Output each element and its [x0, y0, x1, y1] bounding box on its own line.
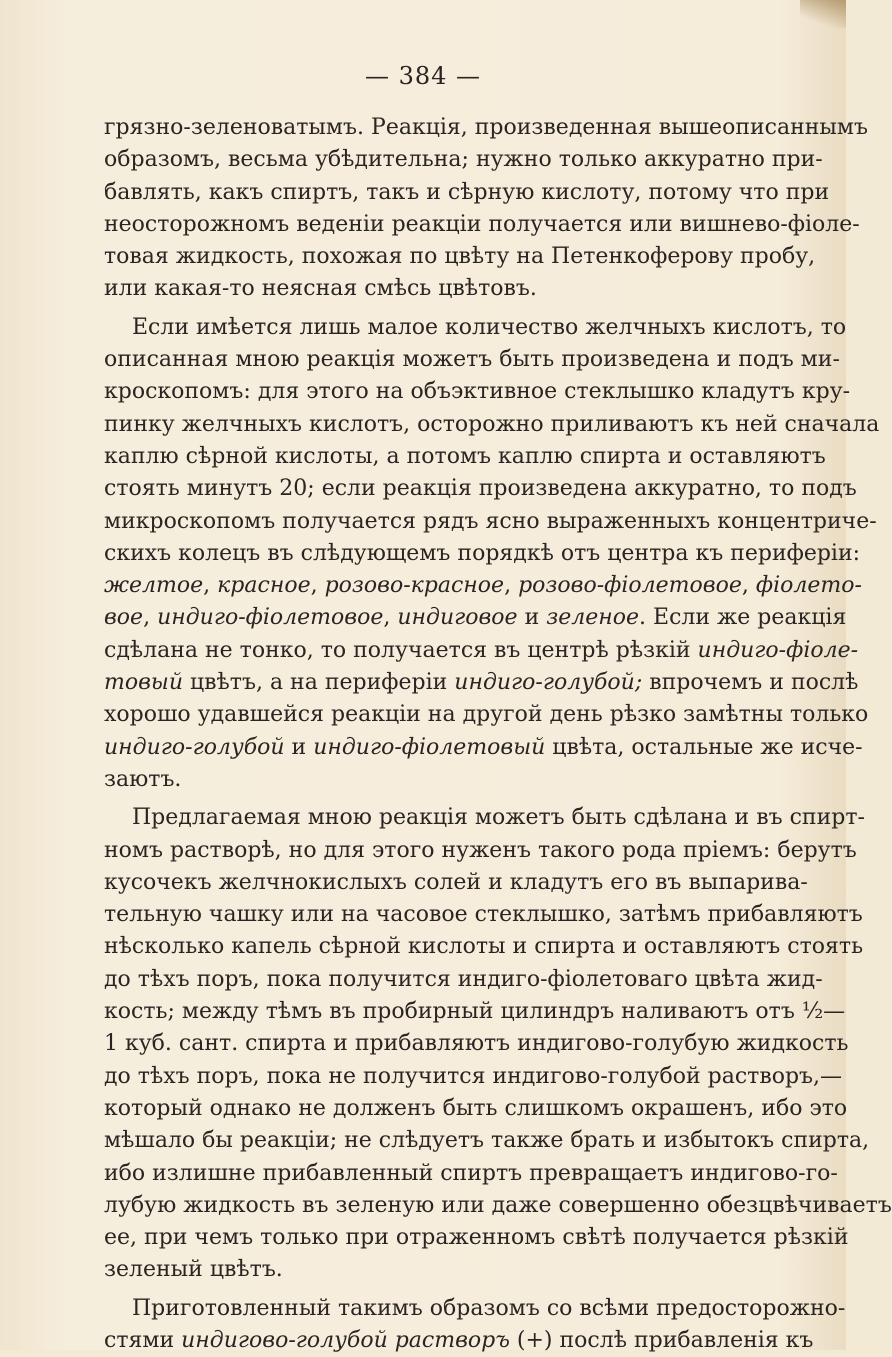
italic-term: вое [104, 605, 144, 631]
page-number: — 384 — [364, 62, 482, 90]
italic-term: индиго-фіолетовое [157, 605, 384, 631]
body-text [104, 112, 892, 1357]
text-segment: (+) послѣ прибавленія къ [509, 1327, 814, 1353]
text-line: пинку желчныхъ кислотъ, осторожно приливаютъ къ ней сначала [104, 411, 880, 437]
paragraph [104, 112, 869, 306]
italic-term: индигово-голубой растворъ [181, 1327, 510, 1353]
italic-term: индиго-фіолетовый [313, 734, 546, 760]
text-line: каплю сѣрной кислоты, а потомъ каплю спирта и оставляютъ [104, 443, 826, 469]
text-line: хорошо удавшейся реакціи на другой день рѣзко замѣтны только [104, 702, 869, 728]
text-line: Приготовленный такимъ образомъ со всѣми предосторожно- [132, 1295, 846, 1321]
text-line: бавлять, какъ спиртъ, такъ и сѣрную кислоту, потому что при [104, 179, 830, 205]
text-line [104, 1325, 814, 1357]
text-segment: цвѣта, остальные же исче- [545, 734, 863, 760]
text-line: скихъ колецъ въ слѣдующемъ порядкѣ отъ центра къ периферіи: [104, 540, 861, 566]
text-segment: сдѣлана не тонко, то получается въ центрѣ рѣзкій [104, 637, 698, 663]
text-line [104, 667, 859, 699]
text-line: лубую жидкость въ зеленую или даже совершенно обезцвѣчиваетъ [104, 1192, 892, 1218]
italic-term: розово-фіолетовое [518, 573, 742, 599]
text-line [104, 570, 862, 602]
text-segment: , [143, 605, 158, 631]
italic-term: желтое [104, 573, 204, 599]
text-line: кроскопомъ: для этого на объэктивное стеклышко кладутъ кру- [104, 379, 851, 405]
text-line: описанная мною реакція можетъ быть произведена и подъ ми- [104, 347, 840, 373]
text-segment: , [741, 573, 756, 599]
text-line: неосторожномъ веденіи реакціи получается или вишнево-фіоле- [104, 211, 860, 237]
italic-term: красное [217, 573, 311, 599]
italic-term: индиго-голубой; [454, 670, 643, 696]
text-line: образомъ, весьма убѣдительна; нужно только аккуратно при- [104, 147, 823, 173]
text-line: Предлагаемая мною реакція можетъ быть сдѣлана и въ спирт- [132, 805, 865, 831]
text-segment: и [284, 734, 314, 760]
paragraph [104, 312, 880, 796]
italic-term: товый [104, 670, 183, 696]
text-segment: , [310, 573, 325, 599]
text-line: мѣшало бы реакціи; не слѣдуетъ также брать и избытокъ спирта, [104, 1128, 870, 1154]
text-line: 1 куб. сант. спирта и прибавляютъ индигово-голубую жидкость [104, 1031, 849, 1057]
text-segment: . Если же реакція [639, 605, 847, 631]
text-line: до тѣхъ поръ, пока получится индиго-фіолетоваго цвѣта жид- [104, 966, 823, 992]
text-line [104, 602, 847, 634]
italic-term: индиговое [397, 605, 518, 631]
text-line: тельную чашку или на часовое стеклышко, затѣмъ прибавляютъ [104, 902, 863, 928]
text-segment: , [504, 573, 519, 599]
text-line: зеленый цвѣтъ. [104, 1257, 283, 1283]
text-line: нѣсколько капель сѣрной кислоты и спирта и оставляютъ стоять [104, 934, 864, 960]
text-line: ибо излишне прибавленный спиртъ превращаетъ индигово-го- [104, 1160, 838, 1186]
text-line: товая жидкость, похожая по цвѣту на Петенкоферову пробу, [104, 244, 816, 270]
paragraph [104, 802, 892, 1286]
text-segment: , [383, 605, 398, 631]
italic-term: зеленое [546, 605, 640, 631]
text-line: Если имѣется лишь малое количество желчныхъ кислотъ, то [132, 314, 847, 340]
text-segment: впрочемъ и послѣ [642, 670, 859, 696]
text-line: или какая-то неясная смѣсь цвѣтовъ. [104, 276, 537, 302]
text-segment: , [203, 573, 218, 599]
page-corner-stain [800, 0, 846, 28]
text-line [104, 732, 863, 764]
text-line: номъ растворѣ, но для этого нуженъ такого рода пріемъ: берутъ [104, 837, 857, 863]
text-line [104, 635, 859, 667]
text-line: грязно-зеленоватымъ. Реакція, произведенная вышеописаннымъ [104, 115, 869, 140]
paragraph [104, 1293, 846, 1357]
text-segment: и [517, 605, 547, 631]
text-segment: стями [104, 1327, 182, 1353]
text-line: кость; между тѣмъ въ пробирный цилиндръ наливаютъ отъ ½— [104, 999, 846, 1025]
text-line: до тѣхъ поръ, пока не получится индигово-голубой растворъ,— [104, 1063, 843, 1089]
text-line: заютъ. [104, 766, 182, 792]
text-line: кусочекъ желчнокислыхъ солей и кладутъ его въ выпарива- [104, 869, 808, 895]
text-line: стоять минутъ 20; если реакція произведена аккуратно, то подъ [104, 476, 857, 502]
italic-term: индиго-фіоле- [697, 637, 859, 663]
text-line: микроскопомъ получается рядъ ясно выраженныхъ концентриче- [104, 508, 877, 534]
italic-term: розово-красное [324, 573, 505, 599]
italic-term: индиго-голубой [104, 734, 285, 760]
text-line: ее, при чемъ только при отраженномъ свѣтѣ получается рѣзкій [104, 1225, 849, 1251]
text-line: который однако не долженъ быть слишкомъ окрашенъ, ибо это [104, 1095, 848, 1121]
italic-term: фіолето- [755, 573, 862, 599]
text-segment: цвѣтъ, а на периферіи [183, 670, 455, 696]
